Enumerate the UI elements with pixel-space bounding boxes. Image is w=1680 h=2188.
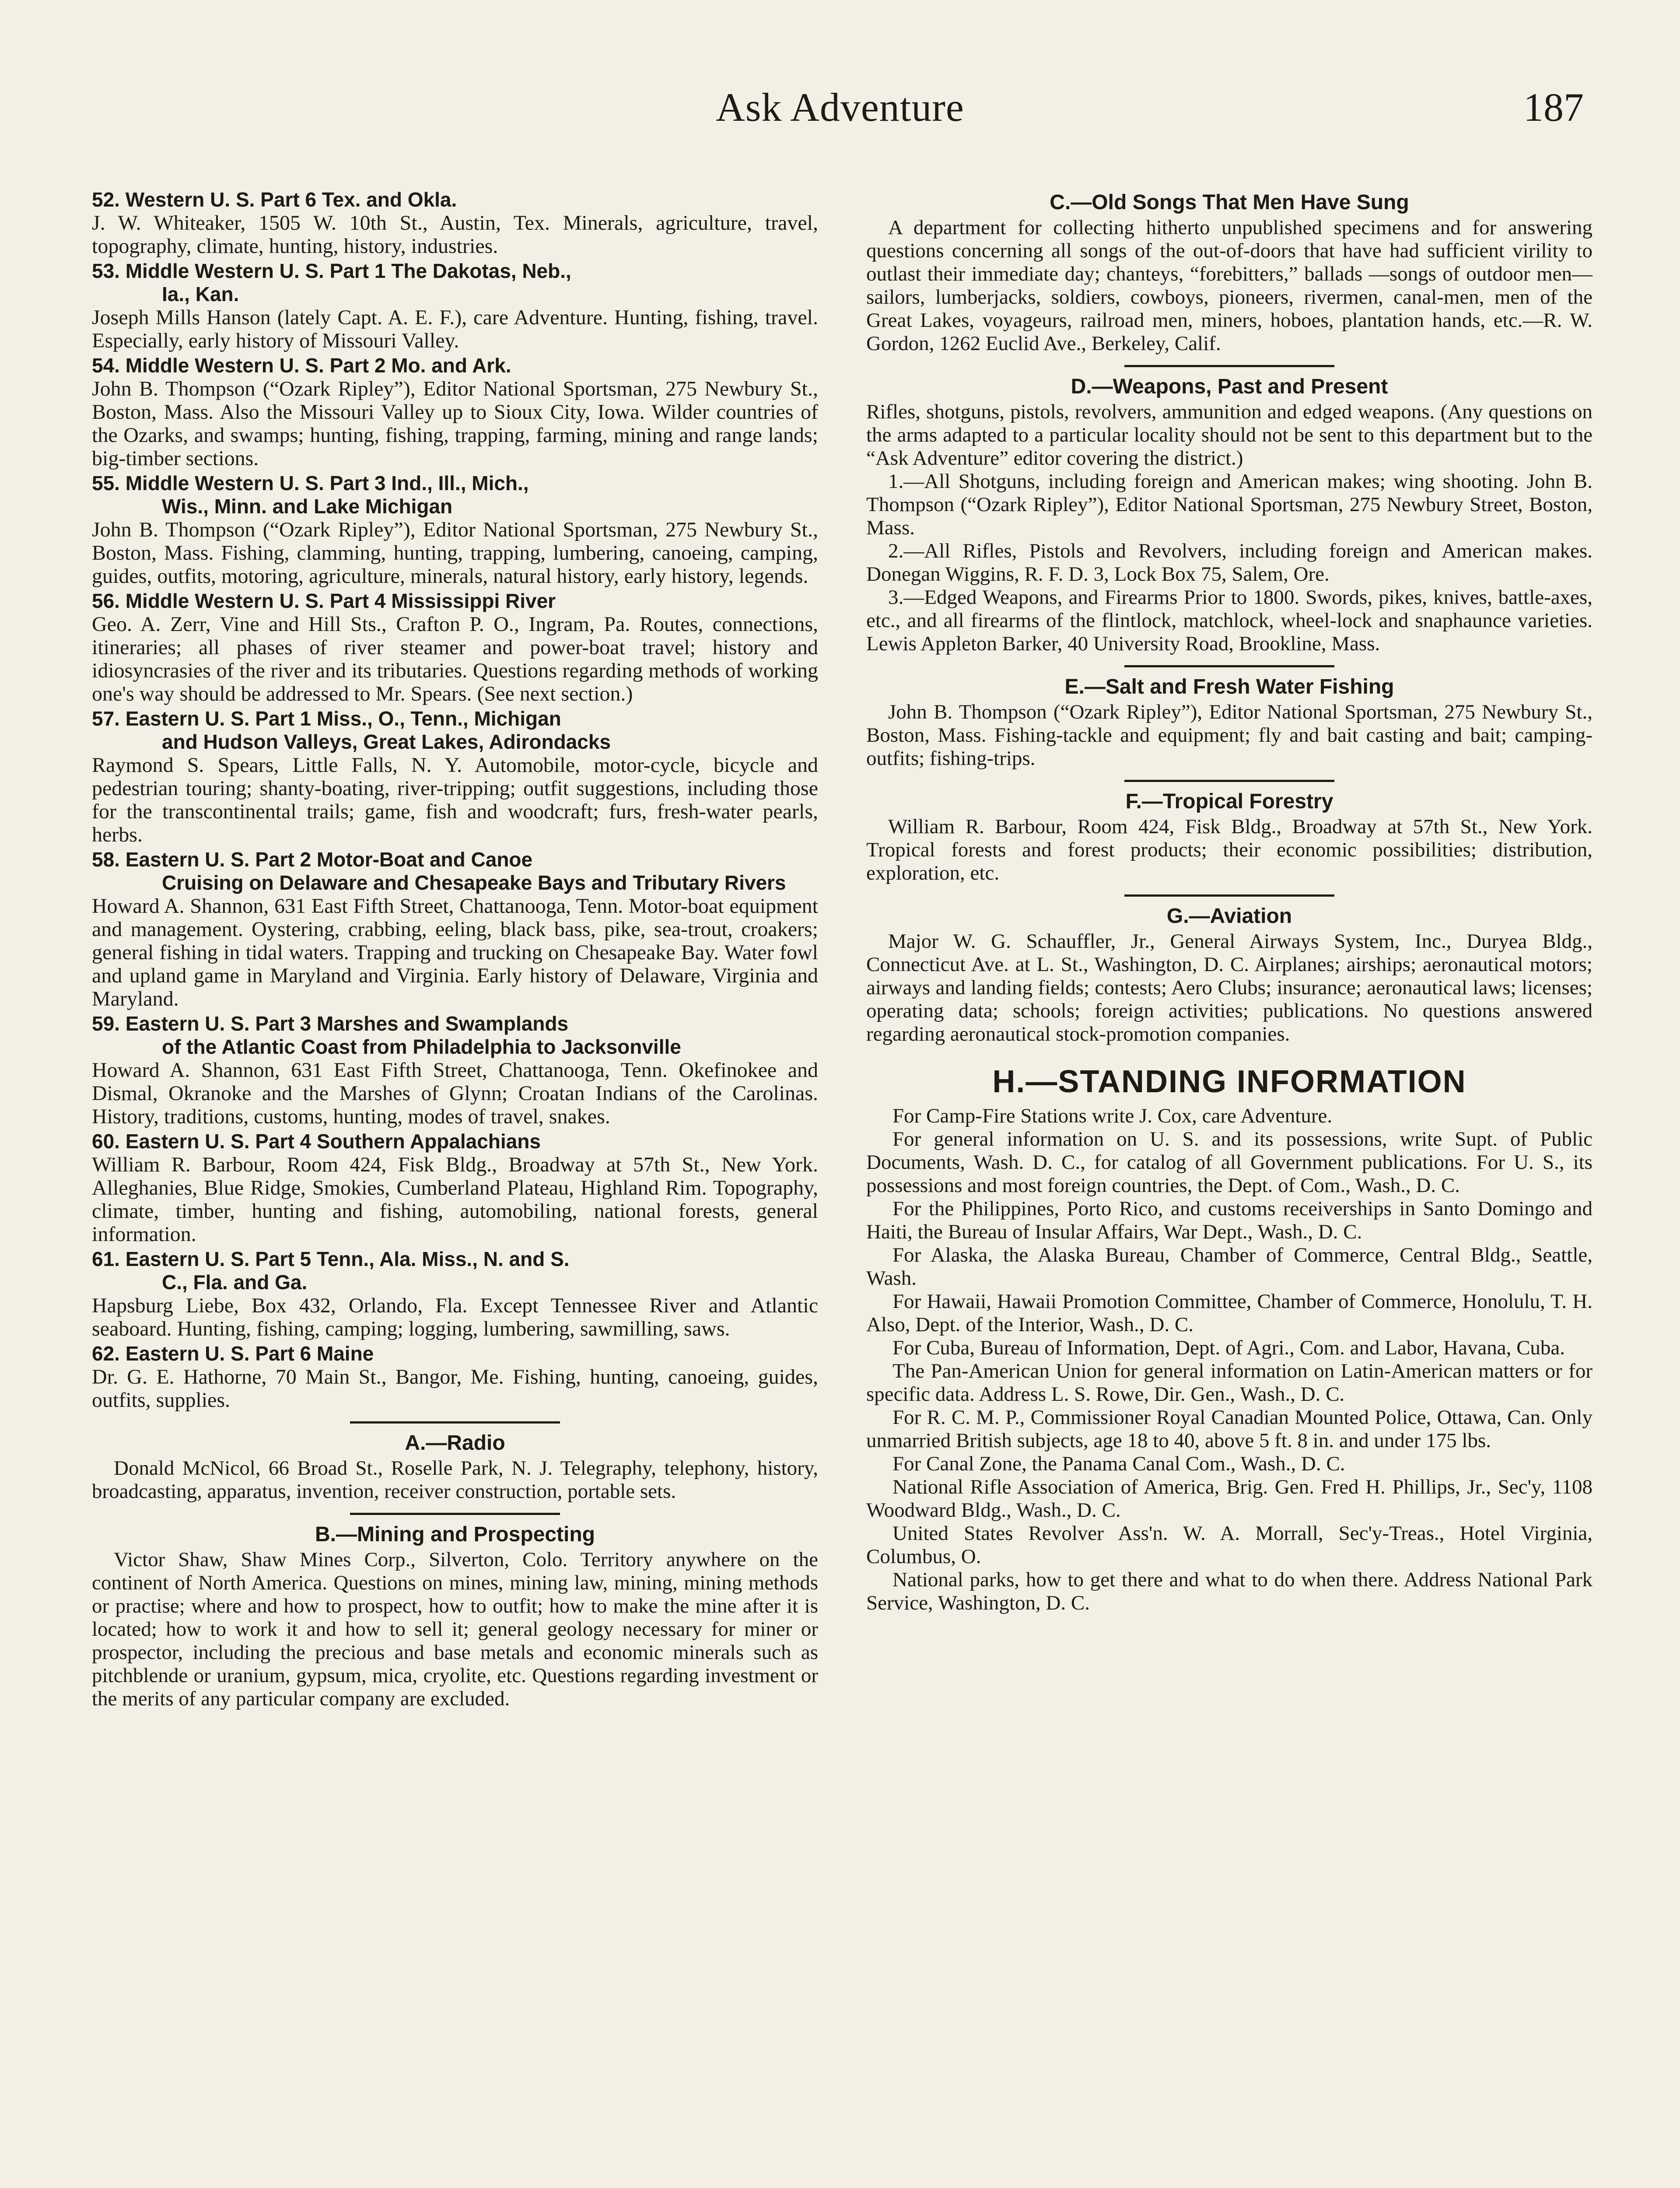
entry-body: Howard A. Shannon, 631 East Fifth Street, Chattanooga, Tenn. Okefinokee and Dismal, Okranoke and the Marshes of Glynn; Croatan Indians of the Carolinas. History, traditions, customs, hunting, modes of travel, snakes. [92, 1059, 818, 1128]
weapons-item-3: 3.—Edged Weapons, and Firearms Prior to 1800. Swords, pikes, knives, battle-axes, etc., and all firearms of the flintlock, matchlock, wheel-lock and snaphaunce varieties. Lewis Appleton Barker, 40 University Road, Brookline, Mass. [866, 586, 1592, 655]
section-body-fishing: John B. Thompson (“Ozark Ripley”), Editor National Sportsman, 275 Newbury St., Boston, Mass. Fishing-tackle and equipment; fly and bait casting and bait; camping-outfits; fishing-trips. [866, 701, 1592, 770]
entry-heading: 62. Eastern U. S. Part 6 Maine [92, 1342, 374, 1365]
weapons-item-1: 1.—All Shotguns, including foreign and American makes; wing shooting. John B. Thompson (“Ozark Ripley”), Editor National Sportsman, 275 Newbury Street, Boston, Mass. [866, 470, 1592, 539]
entry-body: J. W. Whiteaker, 1505 W. 10th St., Austin, Tex. Minerals, agriculture, travel, topography, climate, hunting, history, industries. [92, 211, 818, 258]
section-body-forestry: William R. Barbour, Room 424, Fisk Bldg., Broadway at 57th St., New York. Tropical forests and forest products; their economic possibilities; distribution, exploration, etc. [866, 815, 1592, 884]
entry-subheading: Wis., Minn. and Lake Michigan [162, 495, 453, 518]
standing-item: National parks, how to get there and what to do when there. Address National Park Service, Washington, D. C. [866, 1568, 1592, 1614]
standing-information-heading: H.—STANDING INFORMATION [992, 1064, 1466, 1099]
page-number: 187 [1523, 85, 1584, 130]
entry-subheading: of the Atlantic Coast from Philadelphia to Jacksonville [162, 1035, 681, 1058]
entry-subheading: and Hudson Valleys, Great Lakes, Adirondacks [162, 730, 611, 753]
entry-body: William R. Barbour, Room 424, Fisk Bldg., Broadway at 57th St., New York. Alleghanies, Blue Ridge, Smokies, Cumberland Plateau, Highland Rim. Topography, climate, timber, hunting and fishing, automobiling, national forests, general information. [92, 1153, 818, 1246]
standing-item: For Canal Zone, the Panama Canal Com., Wash., D. C. [892, 1452, 1345, 1475]
section-title-radio: A.—Radio [405, 1431, 505, 1455]
entry-heading: 52. Western U. S. Part 6 Tex. and Okla. [92, 188, 457, 211]
weapons-item-2: 2.—All Rifles, Pistols and Revolvers, including foreign and American makes. Donegan Wiggins, R. F. D. 3, Lock Box 75, Salem, Ore. [866, 540, 1592, 586]
entry-body: Howard A. Shannon, 631 East Fifth Street, Chattanooga, Tenn. Motor-boat equipment and management. Oystering, crabbing, eeling, black bass, pike, sea-trout, croakers; general fishing in tidal waters. Trapping and trucking on Chesapeake Bay. Water fowl and upland game in Maryland and Virginia. Early history of Delaware, Virginia and Maryland. [92, 894, 818, 1010]
section-body-mining: Victor Shaw, Shaw Mines Corp., Silverton, Colo. Territory anywhere on the continent of North America. Questions on mines, mining law, mining, mining methods or practise; where and how to prospect, how to outfit; how to make the mine after it is located; how to work it and how to sell it; general geology necessary for miner or prospector, including the precious and base metals and economic minerals such as pitchblende or uranium, gypsum, mica, cryolite, etc. Questions regarding investment or the merits of any particular company are excluded. [92, 1548, 818, 1710]
entry-59 [92, 1012, 818, 1128]
entry-heading: 57. Eastern U. S. Part 1 Miss., O., Tenn., Michigan [92, 707, 561, 730]
entry-heading: 56. Middle Western U. S. Part 4 Mississippi River [92, 589, 556, 612]
section-title-weapons: D.—Weapons, Past and Present [1071, 375, 1388, 398]
entry-heading: 54. Middle Western U. S. Part 2 Mo. and Ark. [92, 354, 511, 377]
standing-item: For the Philippines, Porto Rico, and customs receiverships in Santo Domingo and Haiti, the Bureau of Insular Affairs, War Dept., Wash., D. C. [866, 1197, 1592, 1243]
section-divider [1124, 894, 1334, 897]
entry-subheading: Cruising on Delaware and Chesapeake Bays and Tributary Rivers [162, 871, 786, 894]
entry-56 [92, 589, 818, 705]
entry-heading: 55. Middle Western U. S. Part 3 Ind., Ill., Mich., [92, 472, 529, 494]
section-body-radio: Donald McNicol, 66 Broad St., Roselle Park, N. J. Telegraphy, telephony, history, broadcasting, apparatus, invention, receiver construction, portable sets. [92, 1457, 818, 1503]
entry-60 [92, 1130, 818, 1246]
section-title-songs: C.—Old Songs That Men Have Sung [1050, 191, 1409, 214]
entry-body: Hapsburg Liebe, Box 432, Orlando, Fla. Except Tennessee River and Atlantic seaboard. Hunting, fishing, camping; logging, lumbering, sawmilling, saws. [92, 1294, 818, 1340]
entry-heading: 60. Eastern U. S. Part 4 Southern Appalachians [92, 1130, 541, 1153]
standing-item: For Camp-Fire Stations write J. Cox, care Adventure. [892, 1105, 1333, 1127]
entry-body: Raymond S. Spears, Little Falls, N. Y. Automobile, motor-cycle, bicycle and pedestrian touring; shanty-boating, river-tripping; outfit suggestions, including those for the transcontinental trails; game, fish and woodcraft; furs, fresh-water pearls, herbs. [92, 754, 818, 846]
right-column [866, 188, 1592, 1615]
standing-item: National Rifle Association of America, Brig. Gen. Fred H. Phillips, Jr., Sec'y, 1108 Woodward Bldg., Wash., D. C. [866, 1476, 1592, 1522]
entry-58 [92, 848, 818, 1010]
section-body-aviation: Major W. G. Schauffler, Jr., General Airways System, Inc., Duryea Bldg., Connecticut Ave. at L. St., Washington, D. C. Airplanes; airships; aeronautical motors; airways and landing fields; contests; Aero Clubs; insurance; aeronautical laws; licenses; operating data; schools; foreign activities; publications. No questions answered regarding aeronautical stock-promotion companies. [866, 930, 1592, 1045]
entry-52 [92, 188, 818, 258]
section-title-fishing: E.—Salt and Fresh Water Fishing [1064, 675, 1394, 698]
section-divider [1124, 665, 1334, 667]
section-divider [1124, 780, 1334, 782]
entry-body: Joseph Mills Hanson (lately Capt. A. E. F.), care Adventure. Hunting, fishing, travel. Especially, early history of Missouri Valley. [92, 306, 818, 352]
entry-57 [92, 707, 818, 846]
section-body-songs: A department for collecting hitherto unpublished specimens and for answering questions concerning all songs of the out-of-doors that have had sufficient virility to outlast their immediate day; chanteys, “forebitters,” ballads —songs of outdoor men—sailors, lumberjacks, soldiers, cowboys, pioneers, rivermen, canal-men, men of the Great Lakes, voyageurs, railroad men, miners, hoboes, plantation hands, etc.—R. W. Gordon, 1262 Euclid Ave., Berkeley, Calif. [866, 216, 1592, 355]
page-header-title: Ask Adventure [716, 85, 964, 130]
entry-body: Dr. G. E. Hathorne, 70 Main St., Bangor, Me. Fishing, hunting, canoeing, guides, outfits, supplies. [92, 1365, 818, 1412]
section-title-aviation: G.—Aviation [1166, 905, 1292, 928]
entry-53 [92, 259, 818, 352]
standing-item: For Cuba, Bureau of Information, Dept. of Agri., Com. and Labor, Havana, Cuba. [892, 1336, 1565, 1359]
section-divider [350, 1421, 560, 1424]
entry-62 [92, 1342, 818, 1412]
entry-heading: 61. Eastern U. S. Part 5 Tenn., Ala. Miss., N. and S. [92, 1248, 570, 1270]
standing-item: United States Revolver Ass'n. W. A. Morrall, Sec'y-Treas., Hotel Virginia, Columbus, O. [866, 1522, 1592, 1568]
section-intro-weapons: Rifles, shotguns, pistols, revolvers, ammunition and edged weapons. (Any questions on the arms adapted to a particular locality should not be sent to this department but to the “Ask Adventure” editor covering the district.) [866, 400, 1592, 470]
section-divider [350, 1513, 560, 1515]
entry-heading: 58. Eastern U. S. Part 2 Motor-Boat and Canoe [92, 848, 533, 871]
entry-54 [92, 354, 818, 470]
entry-subheading: Ia., Kan. [162, 283, 239, 305]
entry-body: John B. Thompson (“Ozark Ripley”), Editor National Sportsman, 275 Newbury St., Boston, Mass. Fishing, clamming, hunting, trapping, lumbering, canoeing, camping, guides, outfits, motoring, agriculture, minerals, natural history, early history, legends. [92, 518, 818, 588]
entry-subheading: C., Fla. and Ga. [162, 1271, 308, 1294]
entry-body: John B. Thompson (“Ozark Ripley”), Editor National Sportsman, 275 Newbury St., Boston, Mass. Also the Missouri Valley up to Sioux City, Iowa. Wilder countries of the Ozarks, and swamps; hunting, fishing, trapping, farming, mining and range lands; big-timber sections. [92, 377, 818, 470]
section-title-mining: B.—Mining and Prospecting [315, 1523, 595, 1546]
entry-heading: 59. Eastern U. S. Part 3 Marshes and Swamplands [92, 1012, 569, 1035]
section-title-forestry: F.—Tropical Forestry [1125, 790, 1334, 813]
standing-item: For general information on U. S. and its possessions, write Supt. of Public Documents, Wash. D. C., for catalog of all Government publications. For U. S., its possessions and most foreign countries, the Dept. of Com., Wash., D. C. [866, 1128, 1592, 1197]
section-divider [1124, 365, 1334, 367]
entry-61 [92, 1248, 818, 1340]
standing-item: The Pan-American Union for general information on Latin-American matters or for specific data. Address L. S. Rowe, Dir. Gen., Wash., D. C. [866, 1360, 1592, 1406]
entry-heading: 53. Middle Western U. S. Part 1 The Dakotas, Neb., [92, 259, 571, 282]
entry-55 [92, 472, 818, 588]
standing-item: For Hawaii, Hawaii Promotion Committee, Chamber of Commerce, Honolulu, T. H. Also, Dept. of the Interior, Wash., D. C. [866, 1290, 1592, 1336]
left-column [92, 188, 818, 1711]
entry-body: Geo. A. Zerr, Vine and Hill Sts., Crafton P. O., Ingram, Pa. Routes, connections, itineraries; all phases of river steamer and power-boat travel; history and idiosyncrasies of the river and its tributaries. Questions regarding methods of working one's way should be addressed to Mr. Spears. (See next section.) [92, 613, 818, 705]
standing-item: For R. C. M. P., Commissioner Royal Canadian Mounted Police, Ottawa, Can. Only unmarried British subjects, age 18 to 40, above 5 ft. 8 in. and under 175 lbs. [866, 1406, 1592, 1452]
standing-item: For Alaska, the Alaska Bureau, Chamber of Commerce, Central Bldg., Seattle, Wash. [866, 1244, 1592, 1290]
